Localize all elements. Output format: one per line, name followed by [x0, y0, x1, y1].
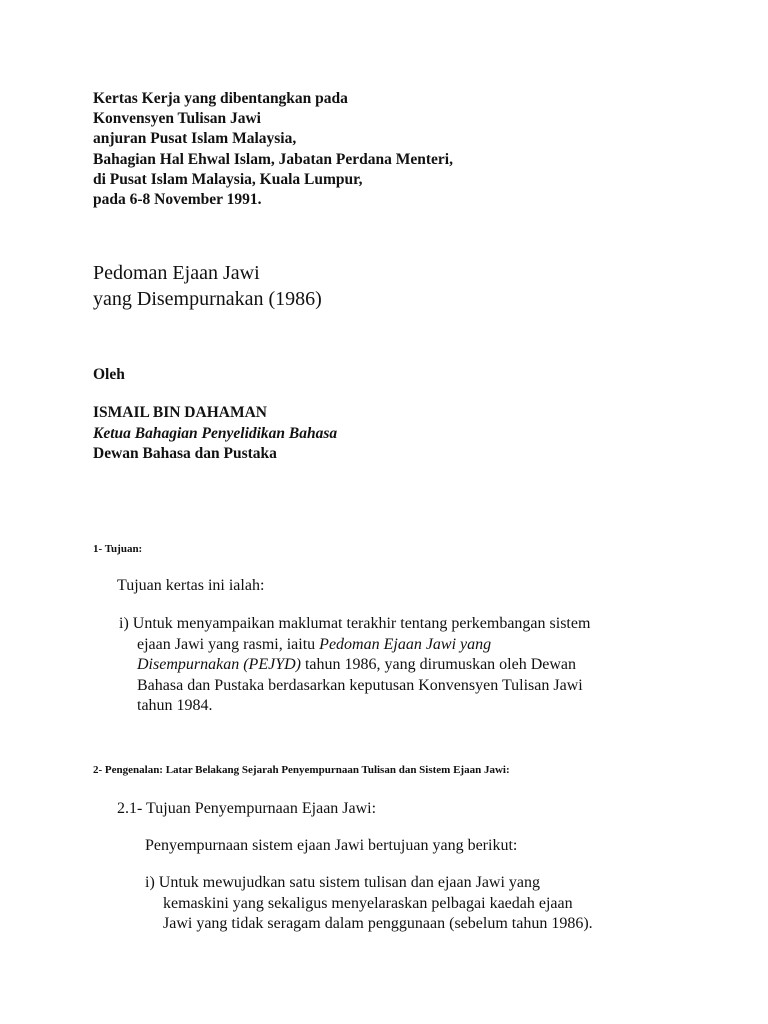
title-line-2: yang Disempurnakan (1986): [93, 288, 322, 310]
list-line: Jawi yang tidak seragam dalam penggunaan (sebelum tahun 1986).: [163, 915, 593, 933]
author-role: Ketua Bahagian Penyelidikan Bahasa: [93, 424, 338, 442]
list-line: [119, 635, 590, 656]
list-text: ejaan Jawi yang rasmi, iaitu: [137, 635, 320, 653]
list-line: tahun 1984.: [137, 697, 213, 715]
document-title: [93, 260, 322, 312]
section-2-1-heading: 2.1- Tujuan Penyempurnaan Ejaan Jawi:: [117, 800, 377, 817]
pejyd-reference: Pedoman Ejaan Jawi yang: [319, 635, 492, 653]
list-line: i) Untuk mewujudkan satu sistem tulisan dan ejaan Jawi yang: [145, 874, 541, 891]
section-2-intro: Penyempurnaan sistem ejaan Jawi bertujuan yang berikut:: [145, 837, 518, 854]
list-line: i) Untuk menyampaikan maklumat terakhir tentang perkembangan sistem: [119, 615, 591, 632]
pejyd-reference: Disempurnakan (PEJYD): [137, 656, 301, 674]
author-name: ISMAIL BIN DAHAMAN: [93, 404, 267, 421]
byline: Oleh: [93, 366, 125, 383]
list-line: Bahasa dan Pustaka berdasarkan keputusan Konvensyen Tulisan Jawi: [137, 676, 583, 694]
header-line: Kertas Kerja yang dibentangkan pada: [93, 90, 348, 107]
list-text: tahun 1986, yang dirumuskan oleh Dewan: [300, 656, 577, 674]
header-line: pada 6-8 November 1991.: [93, 191, 262, 209]
paper-header: [93, 89, 453, 210]
section-1-intro: Tujuan kertas ini ialah:: [117, 577, 265, 594]
section-1-list-item: [119, 614, 590, 717]
author-block: [93, 403, 337, 465]
header-line: Konvensyen Tulisan Jawi: [93, 110, 261, 128]
section-2-list-item: [145, 873, 593, 935]
title-line-1: Pedoman Ejaan Jawi: [93, 262, 260, 284]
section-2-heading: 2- Pengenalan: Latar Belakang Sejarah Penyempurnaan Tulisan dan Sistem Ejaan Jawi:: [93, 764, 510, 776]
header-line: di Pusat Islam Malaysia, Kuala Lumpur,: [93, 170, 363, 188]
header-line: anjuran Pusat Islam Malaysia,: [93, 130, 297, 148]
list-line: kemaskini yang sekaligus menyelaraskan pelbagai kaedah ejaan: [163, 894, 573, 912]
section-1-heading: 1- Tujuan:: [93, 543, 143, 555]
list-line: [119, 655, 590, 676]
header-line: Bahagian Hal Ehwal Islam, Jabatan Perdana Menteri,: [93, 150, 453, 168]
author-organization: Dewan Bahasa dan Pustaka: [93, 445, 277, 462]
